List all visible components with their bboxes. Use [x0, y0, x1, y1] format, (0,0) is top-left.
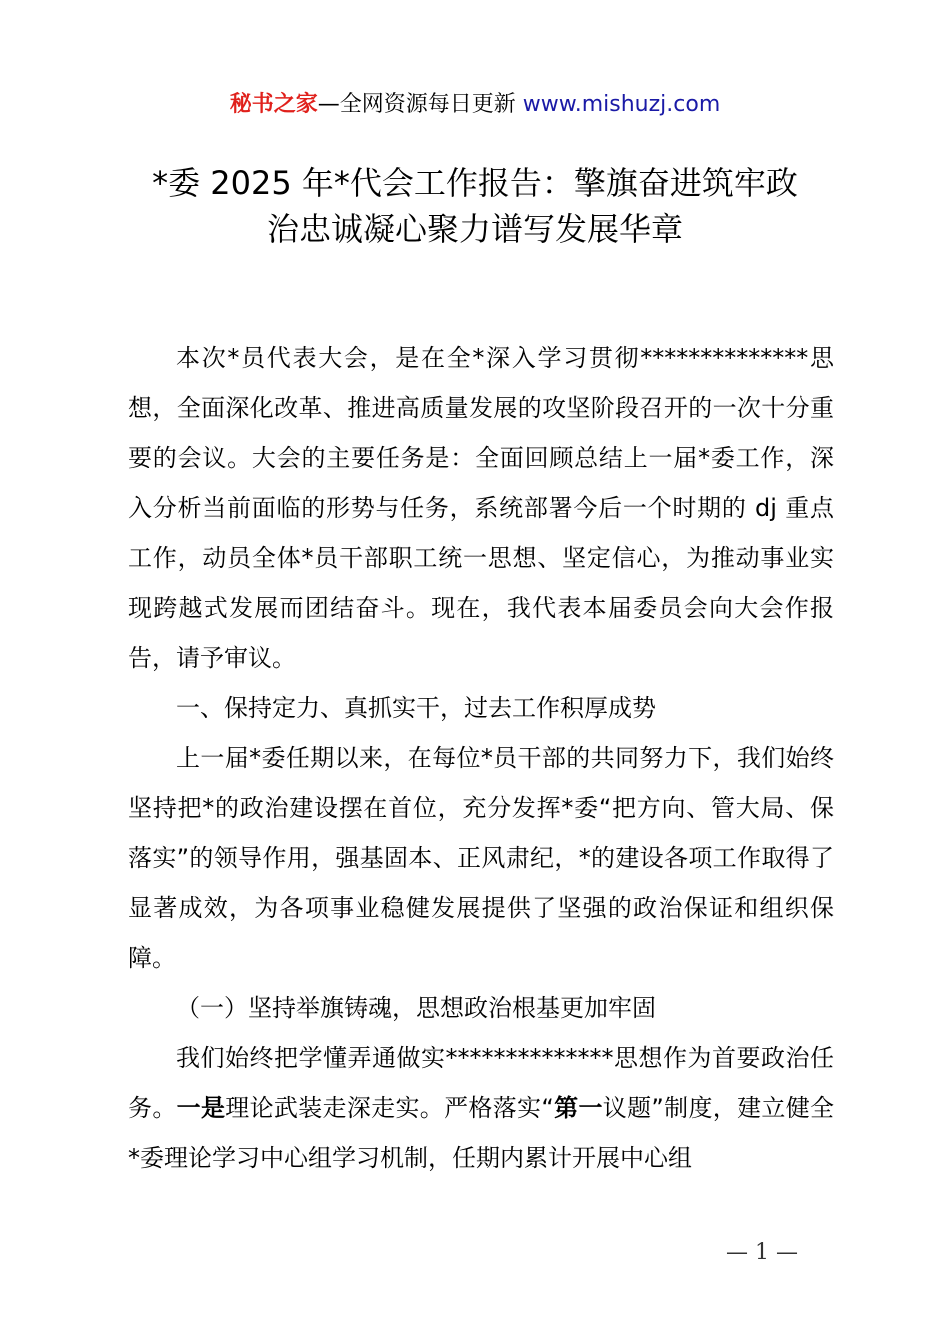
site-header — [0, 88, 950, 122]
subsection-1-paragraph — [128, 1033, 834, 1183]
document-body — [128, 333, 834, 1183]
site-url-link[interactable]: www.mishuzj.com — [522, 92, 721, 117]
subsection-1-text-part-1: 我们始终把学懂弄通做实**************思想作为首要政治任务。 — [128, 1044, 834, 1122]
emphasis-di-yi: 第一 — [553, 1094, 603, 1122]
header-tagline: —全网资源每日更新 — [317, 92, 523, 117]
page-number: — 1 — — [726, 1240, 798, 1265]
section-1-paragraph: 上一届*委任期以来，在每位*员干部的共同努力下，我们始终坚持把*的政治建设摆在首位，充分发挥*委“把方向、管大局、保落实”的领导作用，强基固本、正风肃纪，*的建设各项工作取得了显著成效，为各项事业稳健发展提供了坚强的政治保证和组织保障。 — [128, 744, 834, 972]
subsection-1-text-part-3: 议题”制度，建立健全*委理论学习中心组学习机制，任期内累计开展中心组 — [128, 1094, 835, 1172]
title-line-2: 治忠诚凝心聚力谱写发展华章 — [266, 210, 683, 248]
emphasis-yi-shi: 一是 — [176, 1094, 226, 1122]
brand-name: 秘书之家 — [229, 92, 318, 117]
document-title — [80, 160, 870, 252]
subsection-1-text-part-2: 理论武装走深走实。严格落实“ — [225, 1094, 554, 1122]
title-line-1: *委 2025 年*代会工作报告：擎旗奋进筑牢政 — [152, 164, 798, 202]
intro-paragraph: 本次*员代表大会，是在全*深入学习贯彻**************思想，全面深化改革、推进高质量发展的攻坚阶段召开的一次十分重要的会议。大会的主要任务是：全面回顾总结上一届*委工作，深入分析当前面临的形势与任务，系统部署今后一个时期的 dj 重点工作，动员全体*员干部职工统一思想、坚定信心，为推动事业实现跨越式发展而团结奋斗。现在，我代表本届委员会向大会作报告，请予审议。 — [128, 344, 834, 672]
subsection-1-heading: （一）坚持举旗铸魂，思想政治根基更加牢固 — [176, 994, 656, 1022]
section-1-heading: 一、保持定力、真抓实干，过去工作积厚成势 — [176, 694, 656, 722]
